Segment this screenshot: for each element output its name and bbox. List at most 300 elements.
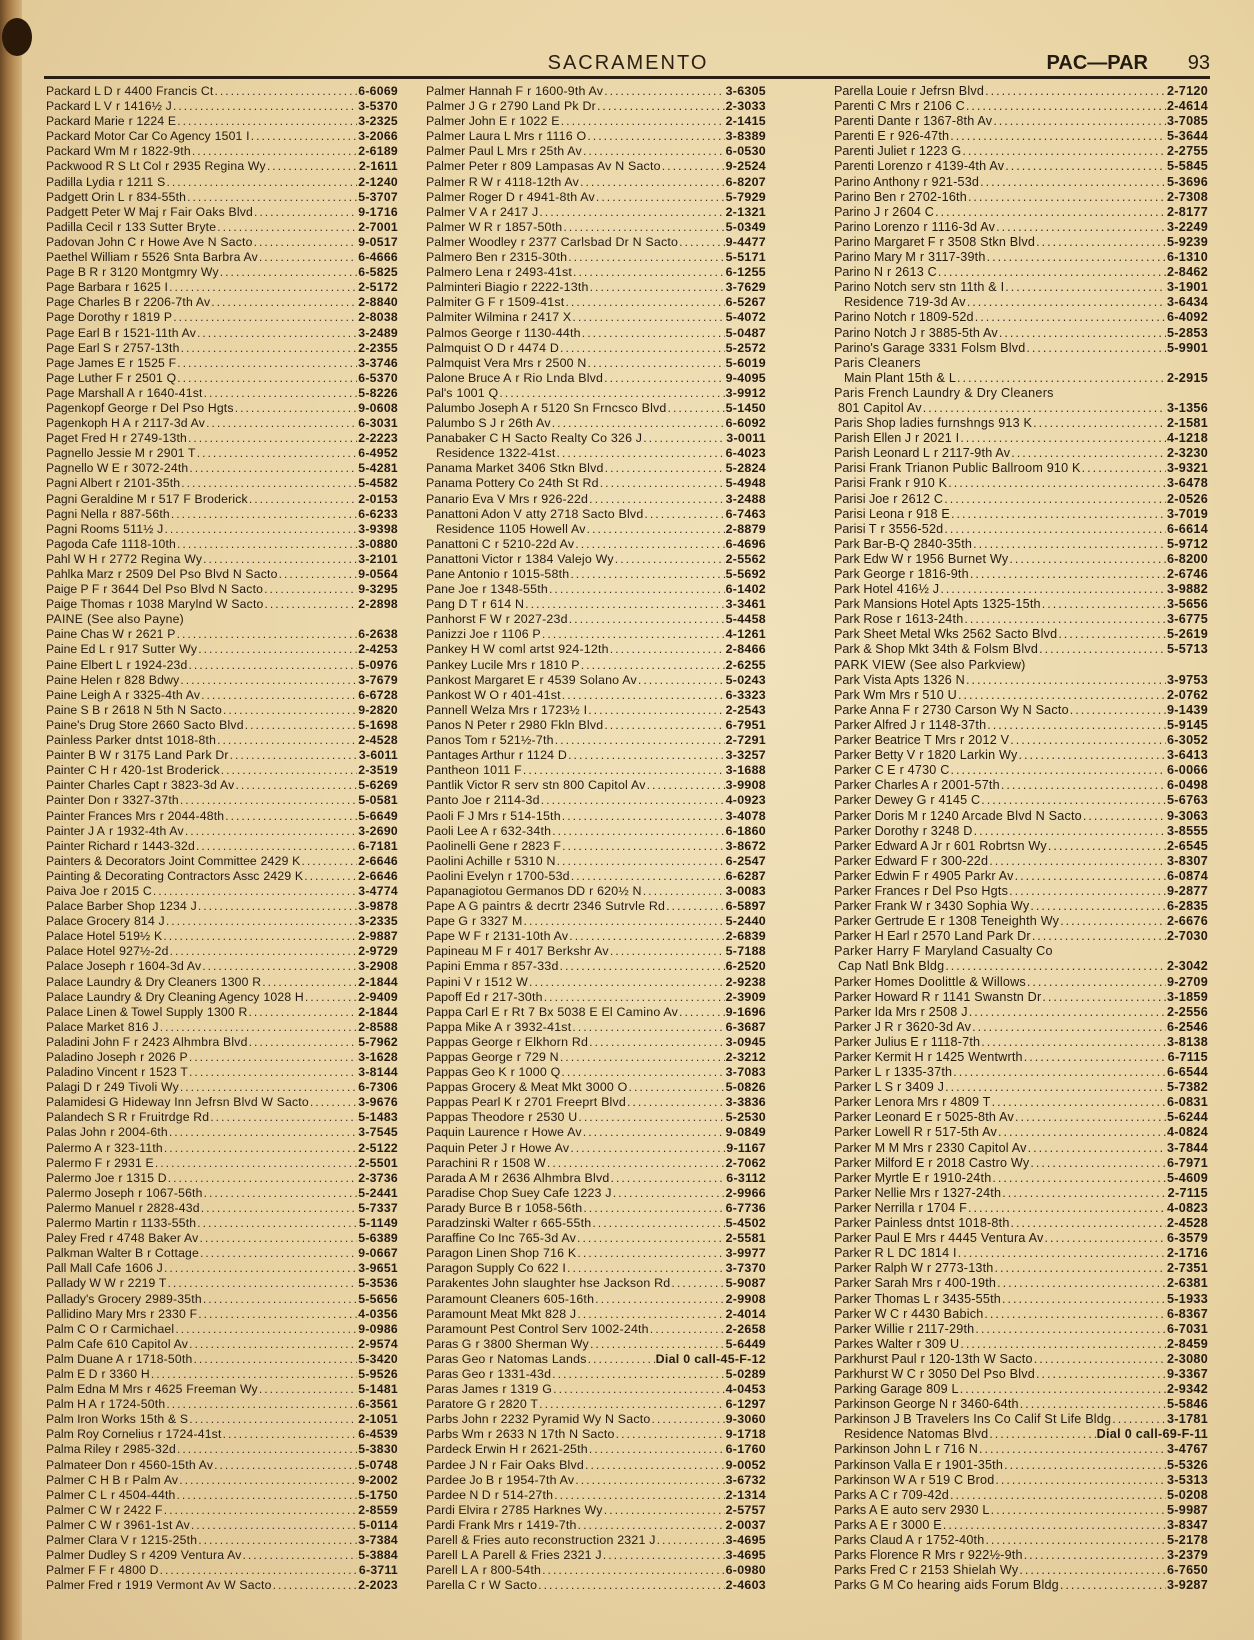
directory-entry bbox=[46, 84, 398, 99]
entry-address: r 1752-40th bbox=[917, 1533, 985, 1547]
entry-name: Residence bbox=[436, 446, 495, 461]
entry-phone: 6-2547 bbox=[725, 853, 766, 868]
directory-entry bbox=[46, 1065, 398, 1080]
entry-phone: 3-9908 bbox=[725, 778, 766, 793]
entry-phone: 5-9901 bbox=[1166, 340, 1208, 355]
entry-address: r 400-19th bbox=[936, 1276, 997, 1291]
directory-entry bbox=[426, 839, 766, 854]
entry-phone: 3-9676 bbox=[358, 1095, 398, 1110]
entry-name: Page B R bbox=[46, 265, 99, 280]
entry-address: r 1508 W bbox=[494, 1155, 546, 1170]
leader-dots bbox=[217, 733, 357, 748]
leader-dots bbox=[301, 854, 357, 869]
directory-entry bbox=[46, 1307, 398, 1322]
entry-name: Pahl W H bbox=[46, 551, 98, 566]
entry-address: r 1954-7th Av bbox=[498, 1472, 575, 1487]
entry-name: Parino Mary M bbox=[834, 250, 916, 265]
entry-name: Parino Anthony bbox=[834, 174, 920, 189]
entry-phone: 5-5171 bbox=[725, 250, 766, 265]
directory-entry bbox=[426, 1095, 766, 1110]
entry-address: r 2820 T bbox=[490, 1397, 539, 1412]
entry-address: r 249 Tivoli Wy bbox=[96, 1080, 179, 1095]
entry-name: Parker Sarah Mrs bbox=[834, 1276, 933, 1291]
entry-name: Parker H Earl bbox=[834, 929, 910, 944]
entry-phone: 3-7844 bbox=[1166, 1140, 1208, 1155]
directory-entry bbox=[46, 1518, 398, 1533]
entry-address: r 517 F Broderick bbox=[150, 491, 248, 506]
entry-name: Papoff Ed bbox=[426, 989, 481, 1004]
entry-address: r 1816-9th bbox=[909, 567, 969, 581]
entry-address: r 2377 Carlsbad Dr N Sacto bbox=[520, 234, 679, 249]
entry-phone: 5-4948 bbox=[725, 476, 766, 491]
entry-name: Parenti C Mrs bbox=[834, 99, 911, 114]
entry-name: Parks Fred C bbox=[834, 1563, 909, 1578]
directory-entry bbox=[426, 1216, 766, 1231]
entry-name: Palace Laundry & Dry Cleaners bbox=[46, 974, 217, 989]
leader-dots bbox=[168, 1171, 357, 1186]
entry-address: r 521½-7th bbox=[491, 733, 554, 748]
leader-dots bbox=[577, 1246, 724, 1261]
entry-address: r 1367-8th Av bbox=[915, 114, 993, 129]
entry-name: Parakentes John bbox=[426, 1276, 519, 1291]
entry-name: Paoli Lee A bbox=[426, 823, 489, 838]
leader-dots bbox=[529, 975, 725, 990]
entry-phone: 3-5313 bbox=[1166, 1472, 1208, 1487]
entry-address: r 519 C Brod bbox=[920, 1472, 995, 1487]
entry-name: Pagenkopf George bbox=[46, 400, 149, 415]
directory-entry bbox=[426, 280, 766, 295]
entry-name: Parella C bbox=[426, 1578, 477, 1593]
leader-dots bbox=[539, 205, 724, 220]
leader-dots bbox=[221, 763, 357, 778]
entry-name: Parella Louie bbox=[834, 84, 908, 98]
entry-name: Packard Marie bbox=[46, 114, 125, 129]
entry-phone: 5-2619 bbox=[1166, 627, 1208, 642]
entry-phone: 9-1718 bbox=[725, 1427, 766, 1442]
entry-name: Paris French Laundry & Dry Cleaners bbox=[834, 385, 1054, 400]
entry-address: r 3823-3d Av bbox=[163, 778, 235, 793]
entry-address: r 1509-41st bbox=[499, 295, 565, 310]
directory-entry bbox=[46, 1563, 398, 1578]
entry-name: Palmer Peter bbox=[426, 159, 499, 174]
entry-phone: 3-4695 bbox=[725, 1548, 766, 1563]
entry-name: Paramount Meat Mkt bbox=[426, 1306, 542, 1321]
entry-address: (See also Parkview) bbox=[909, 657, 1026, 672]
leader-dots bbox=[189, 1412, 357, 1427]
leader-dots bbox=[188, 431, 357, 446]
entry-phone: 9-4095 bbox=[725, 370, 766, 385]
entry-phone: 3-9287 bbox=[1166, 1578, 1208, 1593]
leader-dots bbox=[975, 310, 1166, 325]
entry-name: Pankey H W bbox=[426, 642, 495, 657]
entry-address: r 300-22d bbox=[932, 853, 989, 868]
entry-name: Paine Helen bbox=[46, 672, 113, 687]
entry-address: r 2613 C bbox=[887, 265, 937, 280]
entry-address: r 2117-29th bbox=[908, 1321, 975, 1336]
entry-phone: 5-7188 bbox=[725, 944, 766, 959]
entry-phone: 6-3711 bbox=[358, 1563, 398, 1578]
directory-entry bbox=[834, 1427, 1208, 1442]
directory-entry bbox=[46, 220, 398, 235]
leader-dots bbox=[605, 461, 725, 476]
entry-address: r 3072-24th bbox=[123, 461, 189, 476]
entry-phone: 2-0037 bbox=[725, 1517, 766, 1532]
leader-dots bbox=[610, 642, 725, 657]
entry-phone: 6-8367 bbox=[1166, 1306, 1208, 1321]
entry-address: r 309 U bbox=[916, 1336, 960, 1351]
directory-entry bbox=[426, 1473, 766, 1488]
entry-address: 2840-35th bbox=[913, 536, 973, 551]
directory-entry bbox=[426, 778, 766, 793]
leader-dots bbox=[562, 839, 725, 854]
leader-dots bbox=[1028, 1141, 1166, 1156]
entry-name: Packard Wm M bbox=[46, 144, 130, 159]
leader-dots bbox=[944, 522, 1166, 537]
directory-entry bbox=[834, 1065, 1208, 1080]
entry-name: Packard Motor Car Co Agency bbox=[46, 129, 211, 144]
directory-entry bbox=[834, 1518, 1208, 1533]
leader-dots bbox=[581, 658, 725, 673]
entry-address: r 2772 Regina Wy bbox=[101, 551, 203, 566]
directory-entry bbox=[46, 280, 398, 295]
entry-address: r 5526 Snta Barbra Av bbox=[134, 250, 258, 265]
leader-dots bbox=[569, 612, 725, 627]
leader-dots bbox=[960, 1382, 1166, 1397]
entry-address: Doolittle & Willows bbox=[918, 974, 1026, 989]
entry-phone: 5-0976 bbox=[358, 657, 398, 672]
entry-phone: 9-0849 bbox=[725, 1125, 766, 1140]
entry-name: Pappas George bbox=[426, 1050, 513, 1064]
directory-entry bbox=[426, 144, 766, 159]
directory-entry bbox=[46, 492, 398, 507]
entry-address: r 5310 N bbox=[506, 853, 556, 868]
directory-entry bbox=[426, 295, 766, 310]
directory-entry bbox=[46, 446, 398, 461]
leader-dots bbox=[180, 673, 357, 688]
entry-address: r 2501 Q bbox=[127, 370, 177, 385]
leader-dots bbox=[1042, 597, 1166, 612]
entry-name: Parker C E bbox=[834, 763, 896, 778]
entry-address: 2660 Sacto Blvd bbox=[151, 717, 244, 732]
leader-dots bbox=[251, 129, 358, 144]
entry-name: Parker Charles A bbox=[834, 778, 930, 793]
directory-entry bbox=[426, 582, 766, 597]
directory-entry bbox=[834, 1352, 1208, 1367]
directory-entry bbox=[834, 492, 1208, 507]
directory-entry bbox=[426, 688, 766, 703]
entry-phone: 9-0517 bbox=[358, 234, 398, 249]
leader-dots bbox=[974, 824, 1166, 839]
leader-dots bbox=[203, 552, 357, 567]
entry-address: r 1525 F bbox=[129, 355, 177, 370]
entry-phone: 5-3536 bbox=[358, 1276, 398, 1291]
entry-phone: 2-9238 bbox=[725, 974, 766, 989]
leader-dots bbox=[950, 1488, 1166, 1503]
entry-phone: 3-0880 bbox=[358, 536, 398, 551]
entry-name: Parkinson George N bbox=[834, 1397, 949, 1412]
leader-dots bbox=[647, 778, 725, 793]
directory-entry bbox=[834, 476, 1208, 491]
leader-dots bbox=[957, 371, 1166, 386]
entry-phone: 3-8347 bbox=[1166, 1517, 1208, 1532]
directory-entry bbox=[834, 884, 1208, 899]
entry-name: Parker Doris M bbox=[834, 808, 918, 823]
leader-dots bbox=[214, 1458, 357, 1473]
entry-phone: 2-7001 bbox=[358, 219, 398, 234]
entry-name: Paine S B bbox=[46, 702, 101, 717]
directory-entry bbox=[834, 1322, 1208, 1337]
leader-dots bbox=[180, 793, 357, 808]
leader-dots bbox=[177, 356, 357, 371]
entry-address: r 1640-41st bbox=[138, 385, 203, 400]
entry-phone: 5-5692 bbox=[725, 567, 766, 581]
directory-entry bbox=[46, 854, 398, 869]
directory-entry bbox=[46, 914, 398, 929]
entry-address: r 3885-5th Av bbox=[920, 325, 998, 340]
entry-address: r 1613-24th bbox=[896, 612, 964, 627]
leader-dots bbox=[1036, 235, 1166, 250]
entry-name: Parachini R bbox=[426, 1155, 491, 1170]
directory-heading bbox=[834, 386, 1208, 401]
entry-address: r 1038 Marylnd W Sacto bbox=[128, 597, 264, 612]
entry-name: Paramount Pest Control Serv bbox=[426, 1321, 588, 1336]
entry-name: Palagi D bbox=[46, 1080, 93, 1095]
entry-address: r 1443-32d bbox=[134, 838, 195, 853]
entry-name: Pappas Geo K bbox=[426, 1065, 507, 1080]
entry-name: Parks Claud A bbox=[834, 1533, 914, 1547]
leader-dots bbox=[945, 1080, 1166, 1095]
entry-address: r 4560-15th Av bbox=[131, 1457, 214, 1472]
entry-address: r 2785 Harknes Wy bbox=[493, 1502, 603, 1517]
entry-name: Palm Duane A bbox=[46, 1351, 124, 1366]
entry-name: Palermo Martin bbox=[46, 1216, 129, 1231]
entry-phone: 6-6069 bbox=[358, 84, 398, 98]
entry-address: r 3327 M bbox=[472, 914, 523, 929]
leader-dots bbox=[568, 250, 724, 265]
leader-dots bbox=[249, 492, 357, 507]
leader-dots bbox=[552, 824, 724, 839]
leader-dots bbox=[1027, 975, 1166, 990]
leader-dots bbox=[662, 159, 725, 174]
entry-phone: 5-0748 bbox=[358, 1457, 398, 1472]
entry-phone: 2-6255 bbox=[725, 657, 766, 672]
leader-dots bbox=[948, 476, 1166, 491]
directory-entry bbox=[46, 1231, 398, 1246]
entry-phone: 3-6305 bbox=[725, 84, 766, 98]
directory-entry bbox=[426, 869, 766, 884]
entry-address: r 217-30th bbox=[484, 989, 543, 1004]
directory-entry bbox=[46, 1141, 398, 1156]
entry-name: Palmer Paul L Mrs bbox=[426, 144, 528, 159]
leader-dots bbox=[575, 1473, 724, 1488]
directory-entry bbox=[426, 1080, 766, 1095]
entry-address: r 1919 Vermont Av W Sacto bbox=[117, 1578, 272, 1593]
leader-dots bbox=[940, 582, 1166, 597]
city-title: SACRAMENTO bbox=[547, 52, 709, 74]
directory-entry bbox=[46, 688, 398, 703]
entry-address: r 1523 T bbox=[141, 1065, 189, 1080]
leader-dots bbox=[589, 1442, 725, 1457]
entry-name: Paragon Linen Shop bbox=[426, 1246, 539, 1261]
directory-entry bbox=[426, 1397, 766, 1412]
leader-dots bbox=[583, 144, 725, 159]
entry-name: Palmquist O D bbox=[426, 340, 506, 355]
entry-address: r 1067-56th bbox=[138, 1185, 203, 1200]
entry-address: r 1335-37th bbox=[885, 1065, 953, 1080]
entry-phone: 9-2820 bbox=[358, 702, 398, 717]
entry-address: r 517-5th Av bbox=[926, 1125, 997, 1140]
directory-entry bbox=[426, 114, 766, 129]
entry-phone: 5-1698 bbox=[358, 717, 398, 732]
directory-entry bbox=[426, 824, 766, 839]
directory-entry bbox=[834, 824, 1208, 839]
entry-phone: 9-3063 bbox=[1166, 808, 1208, 823]
entry-name: Palmquist Vera Mrs bbox=[426, 355, 534, 370]
directory-entry bbox=[834, 250, 1208, 265]
entry-phone: 2-0526 bbox=[1166, 491, 1208, 506]
entry-phone: 2-4528 bbox=[358, 733, 398, 748]
entry-name: Palm H A bbox=[46, 1397, 97, 1412]
directory-entry bbox=[46, 899, 398, 914]
entry-name: Parkinson W A bbox=[834, 1472, 917, 1487]
entry-name: Residence bbox=[844, 1427, 904, 1442]
entry-phone: 9-0667 bbox=[358, 1246, 398, 1261]
leader-dots bbox=[969, 1005, 1166, 1020]
entry-address: r 1419-7th bbox=[518, 1517, 577, 1532]
entry-address: r 120-13th W Sacto bbox=[920, 1351, 1033, 1366]
directory-entry bbox=[426, 703, 766, 718]
entry-name: Parker Paul E Mrs bbox=[834, 1231, 937, 1246]
entry-name: Pantages Arthur bbox=[426, 748, 515, 763]
directory-entry bbox=[834, 1307, 1208, 1322]
directory-entry bbox=[834, 642, 1208, 657]
entry-name: Parker Myrtle E bbox=[834, 1170, 921, 1185]
entry-address: 716 K bbox=[543, 1246, 577, 1261]
directory-entry bbox=[834, 733, 1208, 748]
entry-address: 24th St Rd bbox=[538, 476, 599, 491]
leader-dots bbox=[305, 990, 357, 1005]
entry-address: r 2219 T bbox=[119, 1276, 167, 1291]
entry-phone: 3-1859 bbox=[1166, 989, 1208, 1004]
entry-name: Pantheon bbox=[426, 763, 480, 778]
entry-phone: 6-0530 bbox=[725, 144, 766, 159]
entry-phone: 2-3080 bbox=[1166, 1351, 1208, 1366]
entry-phone: 6-7463 bbox=[725, 506, 766, 521]
entry-name: Paley Fred bbox=[46, 1231, 105, 1246]
directory-entry bbox=[426, 356, 766, 371]
directory-entry bbox=[834, 129, 1208, 144]
directory-entry bbox=[426, 1020, 766, 1035]
leader-dots bbox=[171, 507, 357, 522]
entry-address: r 2621 P bbox=[127, 627, 176, 642]
entry-address: r 4941-8th Av bbox=[518, 189, 595, 204]
entry-phone: 6-8207 bbox=[725, 174, 766, 189]
leader-dots bbox=[571, 869, 725, 884]
directory-entry bbox=[426, 537, 766, 552]
entry-address: r 2935 Regina Wy bbox=[165, 159, 266, 174]
entry-address: r 2985-32d bbox=[115, 1442, 176, 1457]
entry-name: Page Dorothy bbox=[46, 310, 121, 325]
entry-address: r 1116 O bbox=[538, 129, 587, 144]
leader-dots bbox=[1030, 1156, 1166, 1171]
entry-phone: 5-6269 bbox=[358, 778, 398, 793]
directory-entry bbox=[426, 175, 766, 190]
entry-address: auto reconstruction 2321 J bbox=[504, 1533, 656, 1547]
directory-entry bbox=[426, 401, 766, 416]
directory-entry bbox=[426, 929, 766, 944]
entry-address: Maryland Casualty Co bbox=[924, 944, 1053, 959]
entry-name: Panhorst F W bbox=[426, 612, 502, 627]
leader-dots bbox=[173, 310, 357, 325]
entry-phone: 5-4502 bbox=[725, 1216, 766, 1231]
entry-name: Packwood R S Lt Col bbox=[46, 159, 162, 174]
entry-name: Parbs John bbox=[426, 1412, 489, 1427]
directory-entry bbox=[426, 1261, 766, 1276]
leader-dots bbox=[200, 1246, 357, 1261]
entry-phone: 6-6614 bbox=[1166, 521, 1208, 536]
entry-phone: 3-2249 bbox=[1166, 219, 1208, 234]
directory-entry bbox=[834, 567, 1208, 582]
directory-entry bbox=[426, 1065, 766, 1080]
entry-name: Paolinelli Gene bbox=[426, 838, 510, 853]
entry-address: 1001 Q bbox=[456, 385, 499, 400]
leader-dots bbox=[189, 658, 358, 673]
entry-phone: 4-1218 bbox=[1166, 431, 1208, 446]
entry-name: Parker R L bbox=[834, 1246, 895, 1261]
directory-entry bbox=[834, 763, 1208, 778]
entry-phone: 3-6478 bbox=[1166, 476, 1208, 491]
directory-entry bbox=[834, 84, 1208, 99]
entry-name: Parell & Fries bbox=[426, 1533, 501, 1547]
entry-phone: 5-1450 bbox=[725, 400, 766, 415]
entry-name: Parker Julius E bbox=[834, 1034, 919, 1049]
leader-dots bbox=[160, 1020, 358, 1035]
entry-address: 605-16th bbox=[543, 1291, 595, 1306]
directory-entry bbox=[426, 809, 766, 824]
leader-dots bbox=[569, 929, 724, 944]
entry-address: r 1932-4th Av bbox=[108, 823, 184, 838]
leader-dots bbox=[206, 416, 357, 431]
entry-phone: 2-2355 bbox=[358, 340, 398, 355]
entry-name: Parino's Garage bbox=[834, 340, 925, 355]
entry-address: 765-3d Av bbox=[518, 1231, 577, 1246]
entry-name: Palmer Hannah F bbox=[426, 84, 524, 98]
directory-entry bbox=[834, 1276, 1208, 1291]
leader-dots bbox=[166, 1397, 357, 1412]
directory-entry bbox=[46, 1020, 398, 1035]
directory-entry bbox=[426, 854, 766, 869]
leader-dots bbox=[245, 718, 358, 733]
entry-address: r 2773-13th bbox=[926, 1261, 994, 1276]
entry-address: 1300 R bbox=[220, 974, 262, 989]
entry-name: Panizzi Joe bbox=[426, 627, 490, 642]
leader-dots bbox=[966, 673, 1166, 688]
leader-dots bbox=[203, 1292, 357, 1307]
directory-entry bbox=[426, 1035, 766, 1050]
leader-dots bbox=[570, 1141, 725, 1156]
directory-entry bbox=[426, 159, 766, 174]
entry-name: Paine Elbert L bbox=[46, 657, 123, 672]
leader-dots bbox=[264, 582, 357, 597]
entry-phone: 6-7115 bbox=[1167, 1050, 1208, 1064]
entry-address: 1223 J bbox=[573, 1185, 612, 1200]
entry-address: r 1130-44th bbox=[516, 325, 581, 340]
entry-name: Parks A E bbox=[834, 1517, 889, 1532]
directory-entry bbox=[426, 1458, 766, 1473]
entry-address: r 3961-1st Av bbox=[115, 1517, 190, 1532]
leader-dots bbox=[604, 718, 724, 733]
entry-name: Palmer C W bbox=[46, 1517, 112, 1532]
